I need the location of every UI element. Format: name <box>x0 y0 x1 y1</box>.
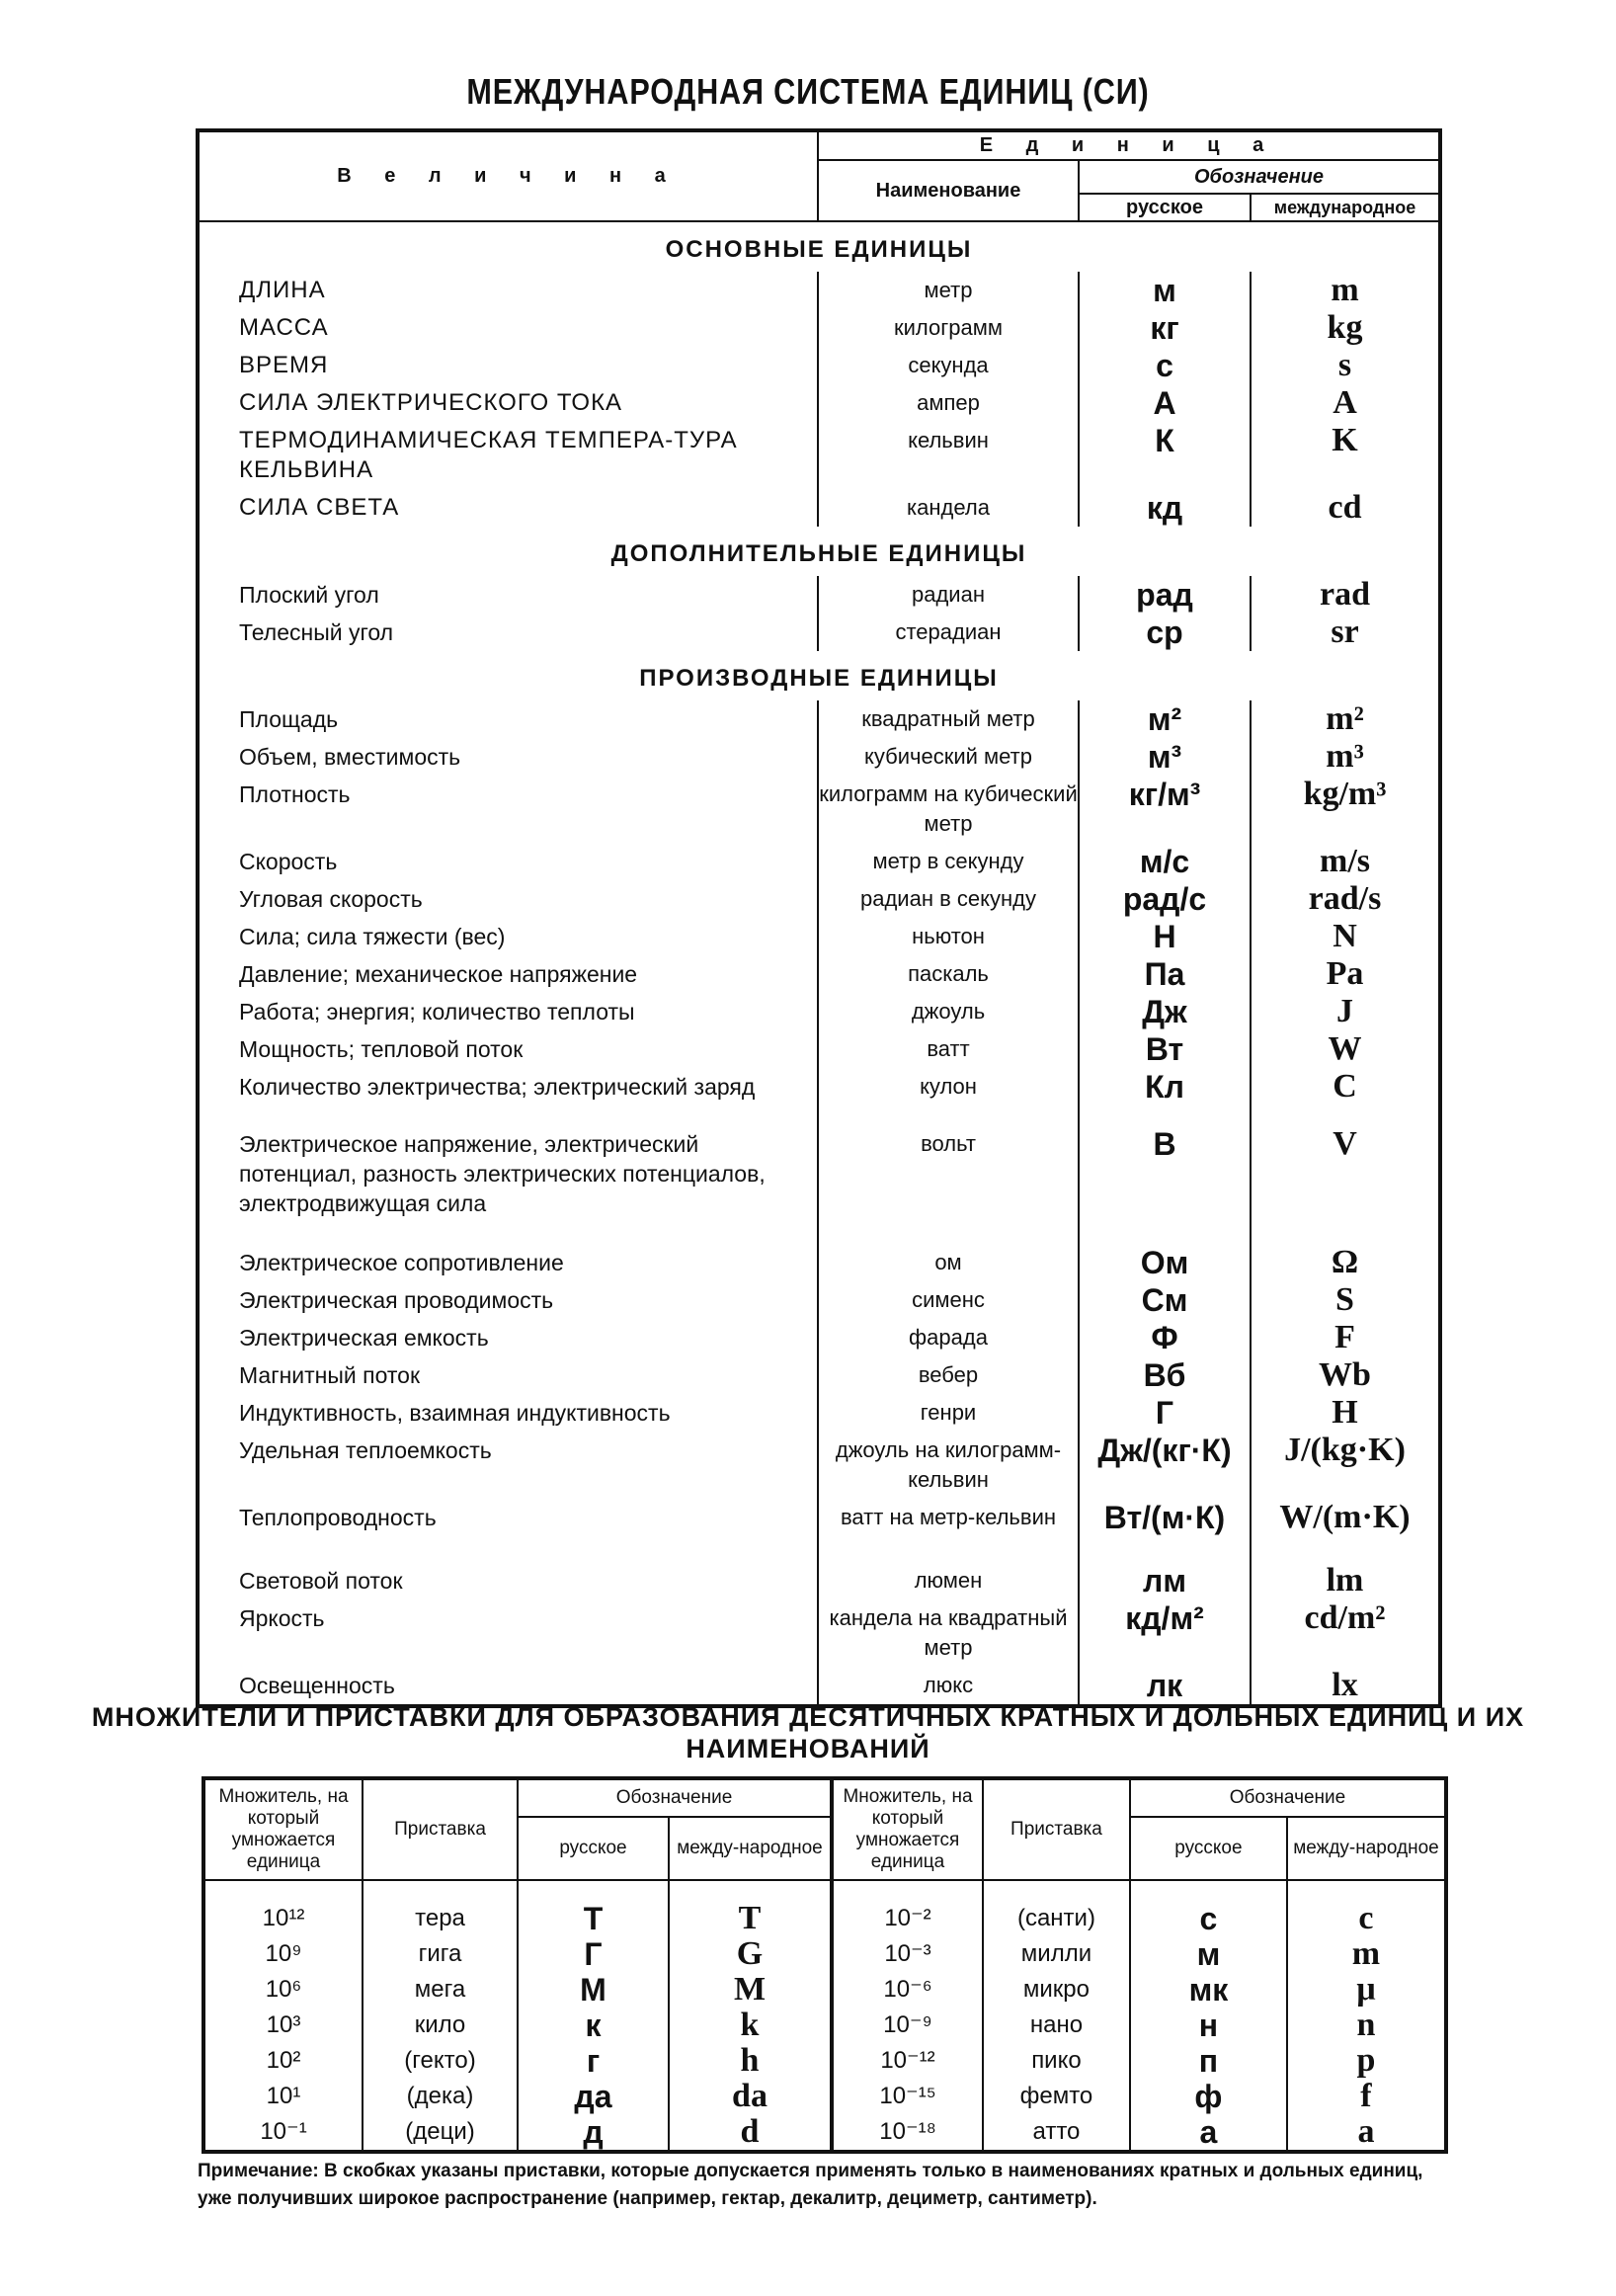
quantity-cell: Количество электричества; электрический заряд <box>239 1074 756 1100</box>
international-symbol-cell: rad <box>1251 576 1440 614</box>
header-russian: русское <box>1079 194 1251 221</box>
header-name: Наименование <box>818 160 1079 221</box>
unit-name-cell: генри <box>818 1394 1079 1432</box>
multiplier-cell: 10⁻¹² <box>832 2043 983 2079</box>
quantity-cell: Мощность; тепловой поток <box>239 1036 524 1062</box>
unit-row <box>198 489 1440 527</box>
unit-name-cell: метр в секунду <box>818 843 1079 880</box>
prefix-header-multiplier: Множитель, на который умножается единица <box>203 1778 363 1880</box>
international-symbol-cell: lm <box>1251 1562 1440 1599</box>
russian-prefix-symbol: д <box>518 2114 669 2152</box>
quantity-cell: ДЛИНА <box>239 277 326 303</box>
russian-prefix-symbol: ф <box>1130 2079 1287 2114</box>
russian-symbol-cell: с <box>1156 348 1173 383</box>
international-prefix-symbol: p <box>1287 2043 1446 2079</box>
multiplier-cell: 10⁻³ <box>832 1936 983 1972</box>
russian-symbol-cell: В <box>1153 1126 1176 1162</box>
international-symbol-cell: cd <box>1251 489 1440 527</box>
quantity-cell: Электрическое напряжение, электрический потенциал, разность электрических потенциалов, электродвижущая сила <box>239 1131 766 1216</box>
unit-name-cell: вебер <box>818 1356 1079 1394</box>
unit-name-cell: килограмм <box>818 309 1079 347</box>
international-symbol-cell: s <box>1251 347 1440 384</box>
unit-name-cell: ватт <box>818 1030 1079 1068</box>
russian-prefix-symbol: а <box>1130 2114 1287 2152</box>
russian-symbol-cell: Дж/(кг·К) <box>1097 1433 1232 1468</box>
russian-prefix-symbol: м <box>1130 1936 1287 1972</box>
prefix-cell: тера <box>363 1901 518 1936</box>
prefix-cell: микро <box>983 1972 1130 2008</box>
unit-name-cell: кубический метр <box>818 738 1079 776</box>
unit-name-cell: ньютон <box>818 918 1079 955</box>
russian-symbol-cell: м <box>1153 273 1176 308</box>
russian-prefix-symbol: М <box>518 1972 669 2008</box>
page-title: МЕЖДУНАРОДНАЯ СИСТЕМА ЕДИНИЦ (СИ) <box>466 71 1150 112</box>
section-base-units: ОСНОВНЫЕ ЕДИНИЦЫ <box>665 236 973 263</box>
international-symbol-cell: A <box>1251 384 1440 422</box>
header-designation: Обозначение <box>1079 160 1440 194</box>
quantity-cell: МАССА <box>239 314 329 341</box>
unit-row <box>198 1125 1440 1244</box>
international-prefix-symbol: m <box>1287 1936 1446 1972</box>
quantity-cell: Сила; сила тяжести (вес) <box>239 924 506 949</box>
russian-symbol-cell: См <box>1141 1282 1188 1318</box>
prefix-row <box>203 2008 1446 2043</box>
unit-row <box>198 1394 1440 1432</box>
quantity-cell: ВРЕМЯ <box>239 352 329 378</box>
unit-name-cell: люмен <box>818 1562 1079 1599</box>
international-symbol-cell: J/(kg·K) <box>1251 1432 1440 1499</box>
section-derived-units: ПРОИЗВОДНЫЕ ЕДИНИЦЫ <box>639 665 999 692</box>
multiplier-cell: 10¹² <box>203 1901 363 1936</box>
international-symbol-cell: C <box>1251 1068 1440 1125</box>
quantity-cell: Плотность <box>239 781 351 807</box>
unit-name-cell: паскаль <box>818 955 1079 993</box>
russian-symbol-cell: м³ <box>1147 739 1182 775</box>
multiplier-cell: 10⁻⁹ <box>832 2008 983 2043</box>
multiplier-cell: 10⁻⁶ <box>832 1972 983 2008</box>
international-prefix-symbol: f <box>1287 2079 1446 2114</box>
prefix-row <box>203 2043 1446 2079</box>
quantity-cell: Освещенность <box>239 1673 395 1698</box>
unit-row <box>198 1432 1440 1499</box>
quantity-cell: Индуктивность, взаимная индуктивность <box>239 1400 671 1426</box>
russian-prefix-symbol: н <box>1130 2008 1287 2043</box>
russian-prefix-symbol: к <box>518 2008 669 2043</box>
unit-name-cell: люкс <box>818 1667 1079 1706</box>
unit-name-cell: вольт <box>818 1125 1079 1244</box>
unit-name-cell: радиан <box>818 576 1079 614</box>
unit-row <box>198 1499 1440 1562</box>
international-symbol-cell: cd/m² <box>1251 1599 1440 1667</box>
multiplier-cell: 10³ <box>203 2008 363 2043</box>
russian-symbol-cell: К <box>1155 423 1174 458</box>
prefix-row <box>203 1901 1446 1936</box>
international-symbol-cell: lx <box>1251 1667 1440 1706</box>
quantity-cell: Световой поток <box>239 1568 403 1594</box>
quantity-cell: Плоский угол <box>239 582 379 608</box>
international-prefix-symbol: G <box>669 1936 832 1972</box>
prefix-cell: (гекто) <box>363 2043 518 2079</box>
unit-row <box>198 1319 1440 1356</box>
russian-prefix-symbol: п <box>1130 2043 1287 2079</box>
multiplier-cell: 10⁻¹ <box>203 2114 363 2152</box>
international-symbol-cell: J <box>1251 993 1440 1030</box>
quantity-cell: Скорость <box>239 849 338 874</box>
international-symbol-cell: V <box>1251 1125 1440 1244</box>
unit-name-cell: метр <box>818 272 1079 309</box>
header-international: международное <box>1251 194 1440 221</box>
russian-symbol-cell: Ф <box>1151 1320 1178 1355</box>
international-symbol-cell: m² <box>1251 700 1440 738</box>
russian-prefix-symbol: Г <box>518 1936 669 1972</box>
footnote: Примечание: В скобках указаны приставки, которые допускается применять только в наименованиях кратных и дольных единиц, уже получивших широкое распространение (например, гектар, декалитр, дециметр, сантиметр). <box>198 2161 1423 2209</box>
russian-symbol-cell: лк <box>1146 1668 1183 1703</box>
international-symbol-cell: Ω <box>1251 1244 1440 1281</box>
prefix-cell: фемто <box>983 2079 1130 2114</box>
prefix-cell: (санти) <box>983 1901 1130 1936</box>
unit-row <box>198 1667 1440 1706</box>
unit-name-cell: кандела <box>818 489 1079 527</box>
international-symbol-cell: m <box>1251 272 1440 309</box>
international-prefix-symbol: n <box>1287 2008 1446 2043</box>
russian-symbol-cell: А <box>1153 385 1176 421</box>
prefix-cell: (дека) <box>363 2079 518 2114</box>
unit-row <box>198 272 1440 309</box>
multiplier-cell: 10¹ <box>203 2079 363 2114</box>
prefix-header-russian: русское <box>518 1817 669 1880</box>
unit-row <box>198 738 1440 776</box>
russian-symbol-cell: рад/с <box>1122 881 1207 917</box>
prefix-cell: (деци) <box>363 2114 518 2152</box>
unit-row <box>198 1599 1440 1667</box>
unit-row <box>198 384 1440 422</box>
unit-row <box>198 880 1440 918</box>
quantity-cell: Электрическое сопротивление <box>239 1250 564 1275</box>
unit-row <box>198 347 1440 384</box>
international-symbol-cell: kg/m³ <box>1251 776 1440 843</box>
international-prefix-symbol: k <box>669 2008 832 2043</box>
international-symbol-cell: N <box>1251 918 1440 955</box>
header-unit: Е д и н и ц а <box>818 130 1440 160</box>
prefix-header-russian-right: русское <box>1130 1817 1287 1880</box>
prefixes-table <box>202 1776 1448 2154</box>
unit-name-cell: килограмм на кубический метр <box>818 776 1079 843</box>
prefix-header-international: между-народное <box>669 1817 832 1880</box>
russian-prefix-symbol: да <box>518 2079 669 2114</box>
unit-row <box>198 1356 1440 1394</box>
prefix-row <box>203 1936 1446 1972</box>
prefix-header-prefix: Приставка <box>363 1778 518 1880</box>
international-prefix-symbol: μ <box>1287 1972 1446 2008</box>
section-supplementary-units: ДОПОЛНИТЕЛЬНЫЕ ЕДИНИЦЫ <box>610 540 1027 567</box>
international-symbol-cell: rad/s <box>1251 880 1440 918</box>
prefix-cell: атто <box>983 2114 1130 2152</box>
prefix-cell: пико <box>983 2043 1130 2079</box>
quantity-cell: Давление; механическое напряжение <box>239 961 638 987</box>
quantity-cell: СИЛА ЭЛЕКТРИЧЕСКОГО ТОКА <box>239 389 623 416</box>
unit-row <box>198 776 1440 843</box>
unit-name-cell: квадратный метр <box>818 700 1079 738</box>
international-symbol-cell: W/(m·K) <box>1251 1499 1440 1562</box>
unit-name-cell: ом <box>818 1244 1079 1281</box>
russian-symbol-cell: Па <box>1144 956 1185 992</box>
international-symbol-cell: Pa <box>1251 955 1440 993</box>
unit-row <box>198 843 1440 880</box>
unit-name-cell: джоуль <box>818 993 1079 1030</box>
international-symbol-cell: kg <box>1251 309 1440 347</box>
russian-prefix-symbol: г <box>518 2043 669 2079</box>
unit-row <box>198 993 1440 1030</box>
quantity-cell: ТЕРМОДИНАМИЧЕСКАЯ ТЕМПЕРА-ТУРА КЕЛЬВИНА <box>239 427 738 483</box>
quantity-cell: Теплопроводность <box>239 1505 437 1530</box>
russian-symbol-cell: м² <box>1147 701 1182 737</box>
unit-name-cell: кандела на квадратный метр <box>818 1599 1079 1667</box>
quantity-cell: Удельная теплоемкость <box>239 1437 492 1463</box>
international-prefix-symbol: T <box>669 1901 832 1936</box>
quantity-cell: Магнитный поток <box>239 1362 421 1388</box>
russian-symbol-cell: Вт <box>1145 1031 1184 1067</box>
international-symbol-cell: W <box>1251 1030 1440 1068</box>
unit-row <box>198 1030 1440 1068</box>
international-prefix-symbol: h <box>669 2043 832 2079</box>
russian-symbol-cell: рад <box>1136 577 1193 613</box>
international-prefix-symbol: d <box>669 2114 832 2152</box>
russian-symbol-cell: Дж <box>1142 994 1187 1029</box>
quantity-cell: СИЛА СВЕТА <box>239 494 400 521</box>
quantity-cell: Угловая скорость <box>239 886 423 912</box>
unit-row <box>198 1244 1440 1281</box>
unit-row <box>198 576 1440 614</box>
prefixes-title: МНОЖИТЕЛИ И ПРИСТАВКИ ДЛЯ ОБРАЗОВАНИЯ ДЕСЯТИЧНЫХ КРАТНЫХ И ДОЛЬНЫХ ЕДИНИЦ И ИХ НАИМЕНОВАНИЙ <box>91 1702 1525 1763</box>
international-prefix-symbol: a <box>1287 2114 1446 2152</box>
international-prefix-symbol: M <box>669 1972 832 2008</box>
prefix-cell: мега <box>363 1972 518 2008</box>
quantity-cell: Объем, вместимость <box>239 744 461 770</box>
unit-name-cell: стерадиан <box>818 614 1079 651</box>
russian-symbol-cell: лм <box>1143 1563 1186 1599</box>
international-symbol-cell: K <box>1251 422 1440 489</box>
russian-symbol-cell: Вб <box>1143 1357 1186 1393</box>
international-symbol-cell: Wb <box>1251 1356 1440 1394</box>
prefix-header-prefix-right: Приставка <box>983 1778 1130 1880</box>
russian-prefix-symbol: с <box>1130 1901 1287 1936</box>
quantity-cell: Электрическая емкость <box>239 1325 489 1351</box>
prefix-row <box>203 2079 1446 2114</box>
unit-row <box>198 422 1440 489</box>
russian-symbol-cell: Вт/(м·К) <box>1103 1500 1226 1535</box>
multiplier-cell: 10⁶ <box>203 1972 363 2008</box>
international-symbol-cell: H <box>1251 1394 1440 1432</box>
unit-name-cell: фарада <box>818 1319 1079 1356</box>
prefix-row <box>203 2114 1446 2152</box>
unit-name-cell: кулон <box>818 1068 1079 1125</box>
unit-row <box>198 918 1440 955</box>
russian-symbol-cell: Ом <box>1140 1245 1189 1280</box>
russian-symbol-cell: кг/м³ <box>1128 777 1201 812</box>
unit-name-cell: радиан в секунду <box>818 880 1079 918</box>
multiplier-cell: 10⁹ <box>203 1936 363 1972</box>
international-symbol-cell: sr <box>1251 614 1440 651</box>
unit-row <box>198 1562 1440 1599</box>
quantity-cell: Площадь <box>239 706 339 732</box>
unit-row <box>198 955 1440 993</box>
multiplier-cell: 10⁻¹⁸ <box>832 2114 983 2152</box>
international-symbol-cell: m/s <box>1251 843 1440 880</box>
unit-row <box>198 614 1440 651</box>
multiplier-cell: 10⁻¹⁵ <box>832 2079 983 2114</box>
prefix-cell: нано <box>983 2008 1130 2043</box>
prefix-cell: кило <box>363 2008 518 2043</box>
header-quantity: В е л и ч и н а <box>198 130 818 221</box>
quantity-cell: Работа; энергия; количество теплоты <box>239 999 635 1025</box>
unit-name-cell: сименс <box>818 1281 1079 1319</box>
quantity-cell: Телесный угол <box>239 619 394 645</box>
prefix-header-designation-right: Обозначение <box>1130 1778 1446 1817</box>
international-prefix-symbol: da <box>669 2079 832 2114</box>
prefix-header-international-right: между-народное <box>1287 1817 1446 1880</box>
russian-prefix-symbol: Т <box>518 1901 669 1936</box>
si-units-table <box>196 128 1442 1708</box>
prefix-header-designation: Обозначение <box>518 1778 832 1817</box>
prefix-header-multiplier-right: Множитель, на который умножается единица <box>832 1778 983 1880</box>
unit-name-cell: кельвин <box>818 422 1079 489</box>
international-symbol-cell: m³ <box>1251 738 1440 776</box>
unit-name-cell: секунда <box>818 347 1079 384</box>
russian-symbol-cell: Г <box>1155 1395 1174 1431</box>
russian-symbol-cell: м/с <box>1139 844 1190 879</box>
russian-symbol-cell: Кл <box>1145 1069 1184 1105</box>
russian-prefix-symbol: мк <box>1130 1972 1287 2008</box>
russian-symbol-cell: кд/м² <box>1125 1600 1204 1636</box>
unit-row <box>198 700 1440 738</box>
russian-symbol-cell: ср <box>1146 615 1183 650</box>
russian-symbol-cell: Н <box>1153 919 1176 954</box>
unit-name-cell: джоуль на килограмм-кельвин <box>818 1432 1079 1499</box>
russian-symbol-cell: кд <box>1146 490 1183 526</box>
prefix-cell: милли <box>983 1936 1130 1972</box>
multiplier-cell: 10² <box>203 2043 363 2079</box>
unit-row <box>198 1281 1440 1319</box>
multiplier-cell: 10⁻² <box>832 1901 983 1936</box>
russian-symbol-cell: кг <box>1150 310 1179 346</box>
international-prefix-symbol: c <box>1287 1901 1446 1936</box>
unit-name-cell: ампер <box>818 384 1079 422</box>
quantity-cell: Яркость <box>239 1605 325 1631</box>
unit-row <box>198 309 1440 347</box>
unit-row <box>198 1068 1440 1125</box>
quantity-cell: Электрическая проводимость <box>239 1287 554 1313</box>
prefix-cell: гига <box>363 1936 518 1972</box>
unit-name-cell: ватт на метр-кельвин <box>818 1499 1079 1562</box>
international-symbol-cell: S <box>1251 1281 1440 1319</box>
prefix-row <box>203 1972 1446 2008</box>
international-symbol-cell: F <box>1251 1319 1440 1356</box>
